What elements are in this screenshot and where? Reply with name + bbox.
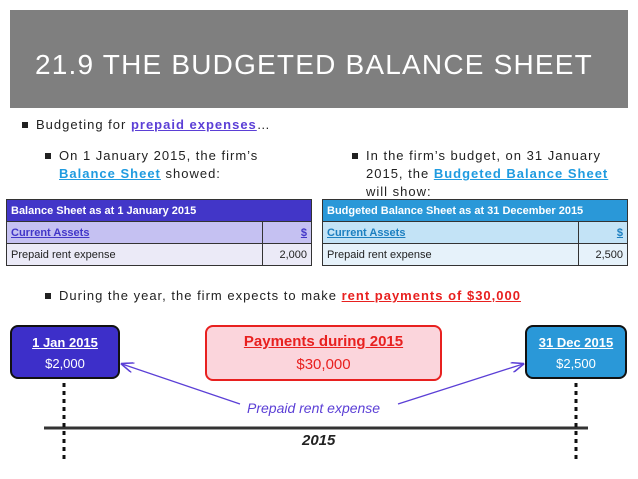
budgeted-row-value: 2,500 bbox=[579, 244, 628, 266]
budgeted-table-header: Budgeted Balance Sheet as at 31 December 2015 bbox=[323, 200, 628, 222]
opening-table-header: Balance Sheet as at 1 January 2015 bbox=[7, 200, 312, 222]
year-label: 2015 bbox=[302, 432, 336, 449]
bullet-main-prefix: Budgeting for bbox=[36, 117, 131, 132]
opening-section-unit: $ bbox=[263, 222, 312, 244]
bullet-bottom-prefix: During the year, the firm expects to make bbox=[59, 288, 342, 303]
budgeted-balance-sheet-link: Budgeted Balance Sheet bbox=[433, 166, 609, 181]
bullet-left-suffix: showed: bbox=[160, 166, 221, 181]
prepaid-rent-label: Prepaid rent expense bbox=[247, 400, 381, 416]
start-balance-box bbox=[10, 325, 120, 379]
opening-row-value: 2,000 bbox=[263, 244, 312, 266]
bullet-main-suffix: … bbox=[256, 117, 271, 132]
opening-section-label: Current Assets bbox=[7, 222, 263, 244]
payments-value: $30,000 bbox=[296, 356, 351, 373]
budgeted-section-label: Current Assets bbox=[323, 222, 579, 244]
bullet-left-line1: On 1 January 2015, the firm’s bbox=[59, 148, 259, 163]
bullet-right-line2: 2015, the bbox=[366, 166, 434, 181]
slide-title: 21.9 THE BUDGETED BALANCE SHEET bbox=[35, 49, 593, 80]
budgeted-section-unit: $ bbox=[579, 222, 628, 244]
start-title: 1 Jan 2015 bbox=[32, 335, 98, 350]
bullet-right-line3: will show: bbox=[366, 184, 432, 199]
balance-sheet-link: Balance Sheet bbox=[59, 166, 161, 181]
prepaid-expenses-link: prepaid expenses bbox=[130, 117, 257, 132]
bullet-right-line1: In the firm’s budget, on 31 January bbox=[366, 148, 601, 163]
budgeted-row-label: Prepaid rent expense bbox=[323, 244, 579, 266]
end-balance-box bbox=[525, 325, 627, 379]
end-value: $2,500 bbox=[556, 356, 596, 371]
rent-payments-link: rent payments of $30,000 bbox=[341, 288, 521, 303]
payments-box bbox=[205, 325, 442, 381]
start-value: $2,000 bbox=[45, 356, 85, 371]
payments-title: Payments during 2015 bbox=[243, 333, 404, 350]
end-title: 31 Dec 2015 bbox=[538, 335, 614, 350]
opening-row-label: Prepaid rent expense bbox=[7, 244, 263, 266]
